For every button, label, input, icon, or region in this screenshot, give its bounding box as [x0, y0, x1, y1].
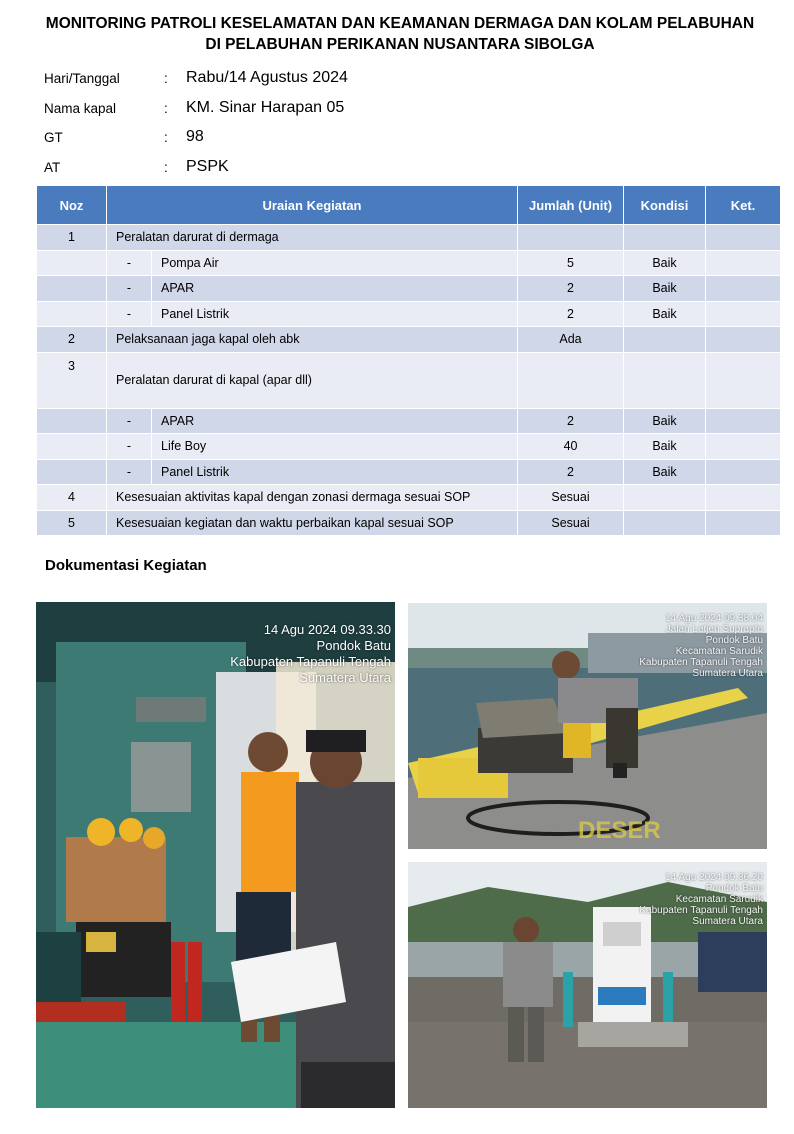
cell-kondisi — [624, 225, 706, 251]
cell-no — [37, 250, 107, 276]
cell-no — [37, 301, 107, 327]
header-no: Noz — [37, 186, 107, 225]
info-colon: : — [164, 71, 168, 86]
cell-no: 4 — [37, 485, 107, 511]
stamp-line: 14 Agu 2024 09.33.30 — [263, 622, 391, 637]
table-row — [37, 276, 781, 302]
cell-uraian: Peralatan darurat di kapal (apar dll) — [107, 352, 518, 408]
table-row — [37, 510, 781, 536]
cell-ket — [706, 485, 781, 511]
info-row-gt — [44, 125, 444, 155]
cell-ket — [706, 459, 781, 485]
cell-ket — [706, 327, 781, 353]
stamp-line: Jalan Letjen Suprapto — [665, 624, 763, 635]
cell-kondisi — [624, 510, 706, 536]
cell-ket — [706, 510, 781, 536]
table-row — [37, 327, 781, 353]
info-row-at — [44, 155, 444, 185]
cell-no — [37, 276, 107, 302]
cell-item: APAR — [152, 408, 518, 434]
cell-no: 1 — [37, 225, 107, 251]
stamp-line: Sumatera Utara — [299, 670, 391, 685]
cell-kondisi: Baik — [624, 276, 706, 302]
cell-kondisi — [624, 327, 706, 353]
stamp-line: Pondok Batu — [316, 638, 391, 653]
cell-kondisi — [624, 485, 706, 511]
cell-no — [37, 434, 107, 460]
cell-item: Pompa Air — [152, 250, 518, 276]
cell-dash: - — [107, 250, 152, 276]
info-label: AT — [44, 159, 61, 175]
cell-kondisi: Baik — [624, 250, 706, 276]
table-row — [37, 225, 781, 251]
cell-jumlah: 5 — [518, 250, 624, 276]
info-label: Nama kapal — [44, 100, 117, 116]
cell-kondisi — [624, 352, 706, 408]
cell-jumlah: 2 — [518, 301, 624, 327]
cell-uraian: Pelaksanaan jaga kapal oleh abk — [107, 327, 518, 353]
cell-dash: - — [107, 434, 152, 460]
cell-kondisi: Baik — [624, 434, 706, 460]
cell-jumlah: Sesuai — [518, 510, 624, 536]
cell-uraian: Peralatan darurat di dermaga — [107, 225, 518, 251]
photo-dock-panel-stamp — [639, 613, 763, 679]
cell-ket — [706, 352, 781, 408]
table-row — [37, 434, 781, 460]
stamp-line: Sumatera Utara — [692, 916, 763, 927]
info-block — [44, 66, 444, 184]
stamp-line: Sumatera Utara — [692, 668, 763, 679]
info-row-date — [44, 66, 444, 96]
cell-no: 3 — [37, 352, 107, 408]
photo-fuel-pump — [408, 862, 767, 1108]
stamp-line: Kabupaten Tapanuli Tengah — [230, 654, 391, 669]
stamp-line: Kabupaten Tapanuli Tengah — [639, 905, 763, 916]
table-row — [37, 485, 781, 511]
cell-jumlah: 40 — [518, 434, 624, 460]
document-title — [20, 13, 780, 55]
header-kondisi: Kondisi — [624, 186, 706, 225]
cell-item: Life Boy — [152, 434, 518, 460]
info-label: GT — [44, 130, 63, 145]
cell-item: Panel Listrik — [152, 301, 518, 327]
header-jumlah: Jumlah (Unit) — [518, 186, 624, 225]
cell-jumlah: 2 — [518, 276, 624, 302]
info-value: 98 — [186, 128, 204, 145]
table-row — [37, 352, 781, 408]
cell-ket — [706, 434, 781, 460]
cell-jumlah — [518, 352, 624, 408]
cell-kondisi: Baik — [624, 301, 706, 327]
info-colon: : — [164, 159, 168, 175]
photo-engine-room-stamp — [230, 622, 391, 686]
table-row — [37, 408, 781, 434]
title-line-2: DI PELABUHAN PERIKANAN NUSANTARA SIBOLGA — [205, 36, 595, 53]
stamp-line: Pondok Batu — [705, 635, 763, 646]
table-header-row — [37, 186, 781, 225]
cell-jumlah: Sesuai — [518, 485, 624, 511]
cell-ket — [706, 301, 781, 327]
cell-item: Panel Listrik — [152, 459, 518, 485]
cell-item: APAR — [152, 276, 518, 302]
cell-ket — [706, 225, 781, 251]
cell-ket — [706, 408, 781, 434]
cell-ket — [706, 250, 781, 276]
cell-dash: - — [107, 408, 152, 434]
cell-dash: - — [107, 459, 152, 485]
info-value: PSPK — [186, 157, 229, 175]
table-row — [37, 301, 781, 327]
table-row — [37, 250, 781, 276]
stamp-line: Kabupaten Tapanuli Tengah — [639, 657, 763, 668]
header-uraian: Uraian Kegiatan — [107, 186, 518, 225]
info-colon: : — [164, 130, 168, 145]
table-row — [37, 459, 781, 485]
cell-no — [37, 408, 107, 434]
title-line-1: MONITORING PATROLI KESELAMATAN DAN KEAMANAN DERMAGA DAN KOLAM PELABUHAN — [45, 15, 755, 32]
dock-floor-paint: DESER — [578, 817, 661, 844]
cell-kondisi: Baik — [624, 459, 706, 485]
cell-kondisi: Baik — [624, 408, 706, 434]
cell-no: 5 — [37, 510, 107, 536]
photo-fuel-pump-stamp — [639, 872, 763, 927]
info-value: KM. Sinar Harapan 05 — [186, 98, 345, 116]
cell-no — [37, 459, 107, 485]
cell-jumlah — [518, 225, 624, 251]
cell-jumlah: Ada — [518, 327, 624, 353]
cell-dash: - — [107, 301, 152, 327]
photo-dock-panel — [408, 603, 767, 849]
header-ket: Ket. — [706, 186, 781, 225]
stamp-line: Kecamatan Sarudik — [675, 894, 763, 905]
info-colon: : — [164, 100, 168, 116]
info-row-ship-name — [44, 96, 444, 126]
info-label: Hari/Tanggal — [44, 71, 120, 86]
stamp-line: 14 Agu 2024 09.38.04 — [665, 613, 763, 624]
cell-uraian: Kesesuaian kegiatan dan waktu perbaikan kapal sesuai SOP — [107, 510, 518, 536]
documentation-heading: Dokumentasi Kegiatan — [45, 557, 207, 574]
stamp-line: Kecamatan Sarudik — [675, 646, 763, 657]
cell-no: 2 — [37, 327, 107, 353]
stamp-line: Pondok Batu — [705, 883, 763, 894]
info-value: Rabu/14 Agustus 2024 — [186, 69, 348, 86]
cell-dash: - — [107, 276, 152, 302]
cell-jumlah: 2 — [518, 408, 624, 434]
cell-uraian: Kesesuaian aktivitas kapal dengan zonasi dermaga sesuai SOP — [107, 485, 518, 511]
cell-jumlah: 2 — [518, 459, 624, 485]
photo-engine-room — [36, 602, 395, 1108]
monitoring-table — [36, 185, 781, 536]
cell-ket — [706, 276, 781, 302]
stamp-line: 14 Agu 2024 09.36.20 — [665, 872, 763, 883]
